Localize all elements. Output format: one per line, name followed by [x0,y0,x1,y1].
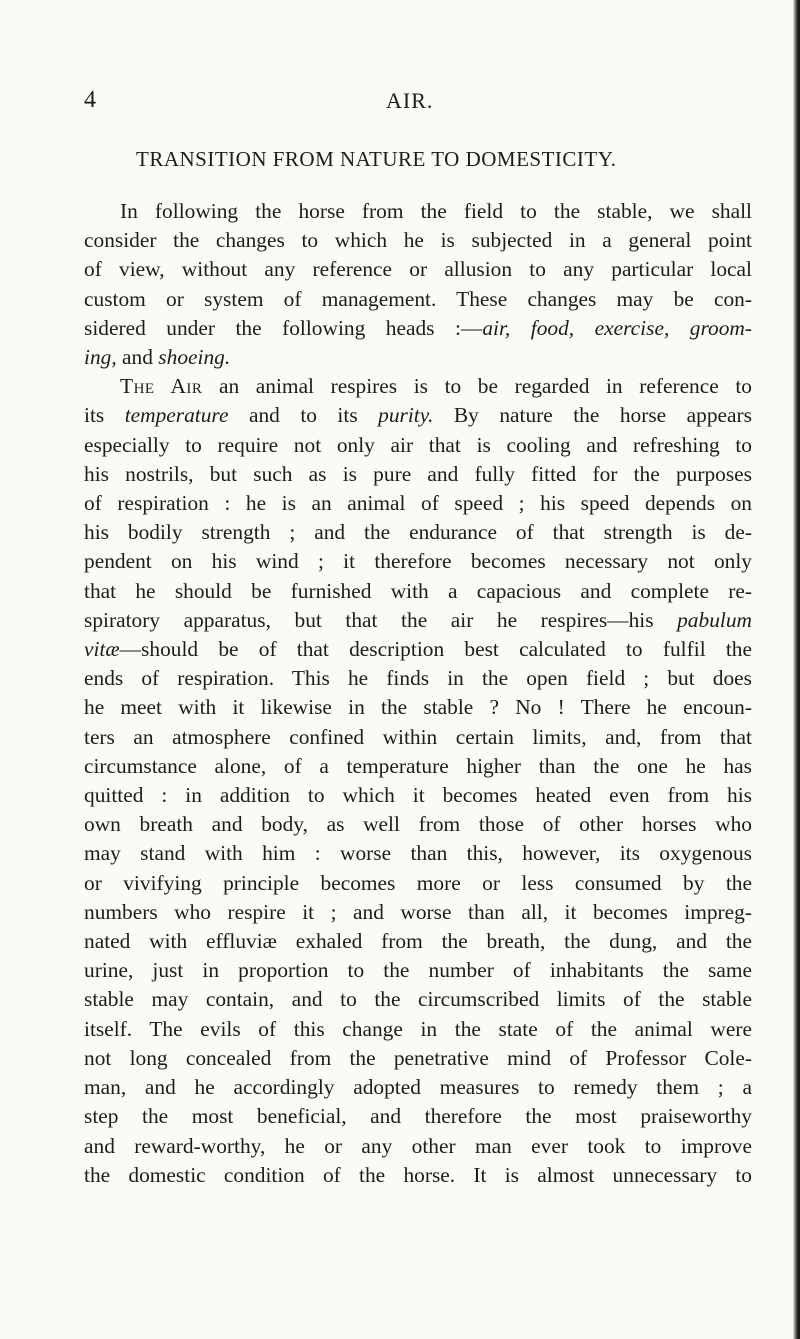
small-caps-lead: The Air [120,374,203,399]
text-line: man, and he accordingly adopted measures to remedy them ; a [84,1075,752,1100]
text-run: its [84,403,105,428]
italic-term: purity. [378,403,434,428]
text-line: his nostrils, but such as is pure and fully fitted for the purposes [84,461,752,486]
text-line: own breath and body, as well from those of other horses who [84,812,752,837]
text-line: or vivifying principle becomes more or less consumed by the [84,870,752,895]
text-line: custom or system of management. These changes may be con- [84,286,752,311]
italic-term: pabulum [677,607,752,632]
page-edge-shadow [793,0,800,1339]
text-line [84,401,752,430]
italic-term: shoeing. [158,345,231,370]
italic-term: exercise, [594,315,670,340]
text-line [84,606,752,635]
text-line: the domestic condition of the horse. It is almost unnecessary to [84,1162,752,1187]
text-line: numbers who respire it ; and worse than all, it becomes impreg- [84,899,752,924]
text-line: step the most beneficial, and therefore the most praiseworthy [84,1104,752,1129]
text-run: By nature the horse appears [453,403,752,428]
italic-term: vitæ [84,637,120,662]
text-run: —should be of that description best calculated to fulfil the [119,637,752,662]
italic-term: food, [530,315,575,340]
text-line: may stand with him : worse than this, however, its oxygenous [84,841,752,866]
text-line: that he should be furnished with a capacious and complete re- [84,578,752,603]
text-run: sidered under the following heads :— [84,315,483,340]
text-run: spiratory apparatus, but that the air he respires—his [84,607,654,632]
text-line [84,635,752,664]
text-line: especially to require not only air that is cooling and refreshing to [84,432,752,457]
text-line: of view, without any reference or allusion to any particular local [84,257,752,282]
text-line: stable may contain, and to the circumscribed limits of the stable [84,987,752,1012]
italic-term: air, [482,315,511,340]
text-run: and [122,345,153,370]
text-line: of respiration : he is an animal of speed ; his speed depends on [84,491,752,516]
text-line: consider the changes to which he is subjected in a general point [84,228,752,253]
section-title: TRANSITION FROM NATURE TO DOMESTICITY. [136,147,617,171]
text-line [84,343,752,372]
text-line: his bodily strength ; and the endurance of that strength is de- [84,520,752,545]
body-text [84,197,752,1190]
text-line [84,314,752,343]
running-head: AIR. [386,88,434,113]
text-line: urine, just in proportion to the number of inhabitants the same [84,958,752,983]
text-line: ends of respiration. This he finds in the open field ; but does [84,666,752,691]
text-run: an animal respires is to be regarded in reference to [219,374,752,399]
text-line: itself. The evils of this change in the state of the animal were [84,1016,752,1041]
text-line: In following the horse from the field to the stable, we shall [120,199,752,223]
italic-term: groom- [689,315,752,340]
page-number: 4 [84,87,96,113]
text-line [84,372,752,401]
text-line: circumstance alone, of a temperature higher than the one he has [84,753,752,778]
italic-term: ing, [84,345,117,370]
text-line: quitted : in addition to which it becomes heated even from his [84,783,752,808]
text-line: ters an atmosphere confined within certain limits, and, from that [84,724,752,749]
italic-term: temperature [124,403,229,428]
text-line: not long concealed from the penetrative mind of Professor Cole- [84,1045,752,1070]
text-line: he meet with it likewise in the stable ? No ! There he encoun- [84,695,752,720]
text-run: and to its [248,403,358,428]
text-line: and reward-worthy, he or any other man ever took to improve [84,1133,752,1158]
text-line: pendent on his wind ; it therefore becomes necessary not only [84,549,752,574]
text-line: nated with effluviæ exhaled from the breath, the dung, and the [84,929,752,954]
